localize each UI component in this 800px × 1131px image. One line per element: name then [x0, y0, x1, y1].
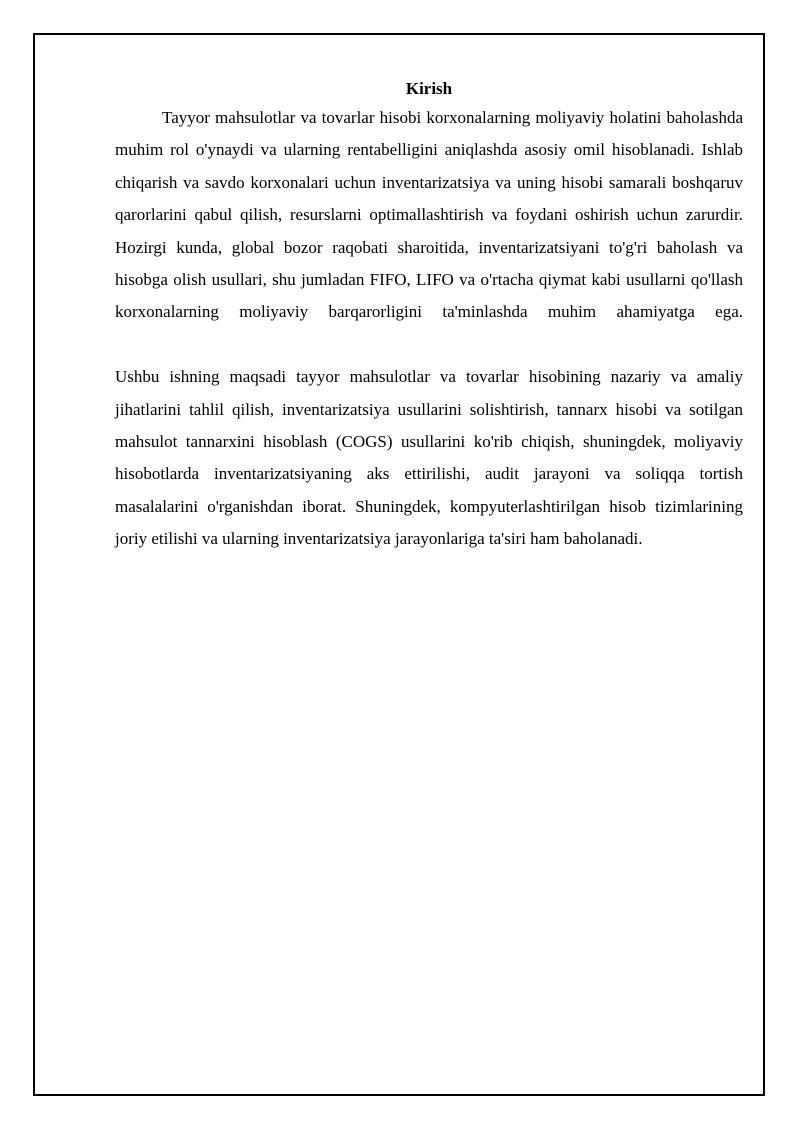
page-title: Kirish [405, 79, 453, 98]
paragraph-introduction: Tayyor mahsulotlar va tovarlar hisobi korxonalarning moliyaviy holatini baholashda muhim rol o'ynaydi va ularning rentabelligini aniqlashda asosiy omil hisoblanadi. Ishlab chiqarish va savdo korxonalari uchun inventarizatsiya va uning hisobi samarali boshqaruv qarorlarini qabul qilish, resurslarni optimallashtirish va foydani oshirish uchun zarurdir. Hozirgi kunda, global bozor raqobati sharoitida, inventarizatsiyani to'g'ri baholash va hisobga olish usullari, shu jumladan FIFO, LIFO va o'rtacha qiymat kabi usullarni qo'llash korxonalarning moliyaviy barqarorligini ta'minlashda muhim ahamiyatga ega. [115, 108, 743, 322]
paragraph-objective: Ushbu ishning maqsadi tayyor mahsulotlar va tovarlar hisobining nazariy va amaliy jihatlarini tahlil qilish, inventarizatsiya usullarini solishtirish, tannarx hisobi va sotilgan mahsulot tannarxini hisoblash (COGS) usullarini ko'rib chiqish, shuningdek, moliyaviy hisobotlarda inventarizatsiyaning aks ettirilishi, audit jarayoni va soliqqa tortish masalalarini o'rganishdan iborat. Shuningdek, kompyuterlashtirilgan hisob tizimlarining joriy etilishi va ularning inventarizatsiya jarayonlariga ta'siri ham baholanadi. [115, 367, 743, 549]
document-body [115, 76, 743, 556]
paragraph-spacer [115, 329, 743, 361]
